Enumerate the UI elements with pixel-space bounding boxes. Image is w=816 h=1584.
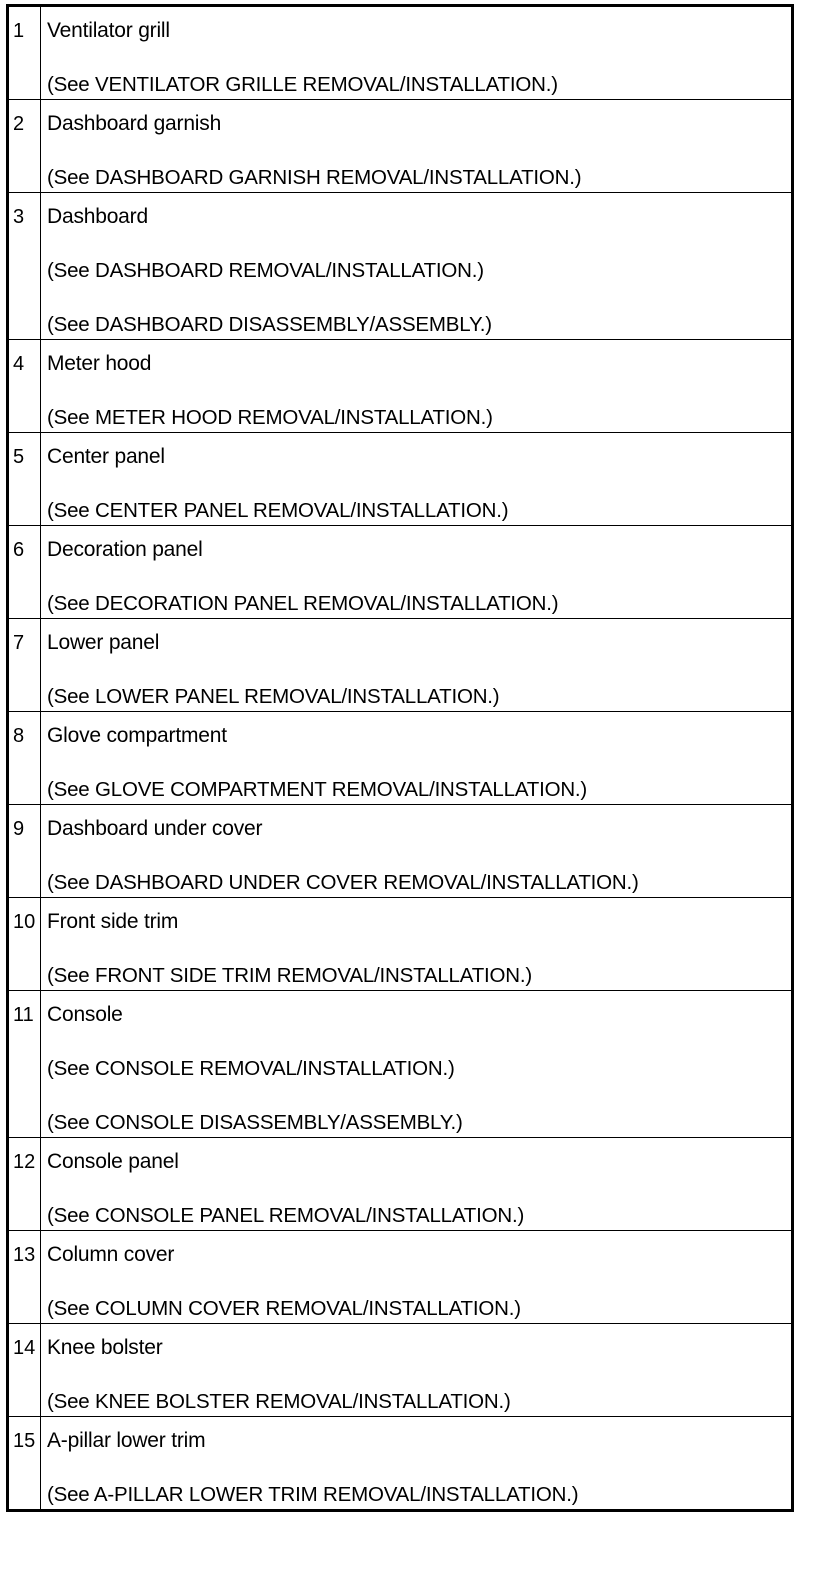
item-number: 2 [8, 100, 41, 193]
procedure-reference[interactable]: (See DASHBOARD UNDER COVER REMOVAL/INSTALLATION.) [47, 871, 639, 894]
procedure-reference[interactable]: (See FRONT SIDE TRIM REMOVAL/INSTALLATION.) [47, 964, 533, 987]
table-row [8, 1324, 793, 1417]
part-name: Decoration panel [47, 538, 203, 561]
item-description [41, 193, 793, 340]
procedure-reference[interactable]: (See A-PILLAR LOWER TRIM REMOVAL/INSTALLATION.) [47, 1483, 579, 1506]
item-description [41, 1324, 793, 1417]
part-name: Dashboard garnish [47, 112, 222, 135]
item-description [41, 100, 793, 193]
procedure-reference[interactable]: (See COLUMN COVER REMOVAL/INSTALLATION.) [47, 1297, 521, 1320]
procedure-reference[interactable]: (See CENTER PANEL REMOVAL/INSTALLATION.) [47, 499, 509, 522]
part-name: Knee bolster [47, 1336, 163, 1359]
part-name: Meter hood [47, 352, 152, 375]
item-description [41, 340, 793, 433]
item-description [41, 526, 793, 619]
item-description [41, 433, 793, 526]
table-row [8, 433, 793, 526]
item-description [41, 1138, 793, 1231]
item-description [41, 898, 793, 991]
table-row [8, 1417, 793, 1511]
table-row [8, 1138, 793, 1231]
item-number: 5 [8, 433, 41, 526]
table-row [8, 6, 793, 100]
item-number: 4 [8, 340, 41, 433]
part-name: Lower panel [47, 631, 160, 654]
table-row [8, 1231, 793, 1324]
procedure-reference[interactable]: (See CONSOLE DISASSEMBLY/ASSEMBLY.) [47, 1111, 463, 1134]
part-name: Glove compartment [47, 724, 227, 747]
item-number: 15 [8, 1417, 41, 1511]
procedure-reference[interactable]: (See KNEE BOLSTER REMOVAL/INSTALLATION.) [47, 1390, 511, 1413]
part-name: Console [47, 1003, 123, 1026]
parts-reference-table [6, 4, 794, 1512]
part-name: A-pillar lower trim [47, 1429, 206, 1452]
procedure-reference[interactable]: (See CONSOLE PANEL REMOVAL/INSTALLATION.) [47, 1204, 525, 1227]
table-row [8, 340, 793, 433]
part-name: Dashboard under cover [47, 817, 263, 840]
item-number: 1 [8, 6, 41, 100]
part-name: Dashboard [47, 205, 148, 228]
procedure-reference[interactable]: (See METER HOOD REMOVAL/INSTALLATION.) [47, 406, 493, 429]
item-number: 8 [8, 712, 41, 805]
procedure-reference[interactable]: (See LOWER PANEL REMOVAL/INSTALLATION.) [47, 685, 500, 708]
item-number: 13 [8, 1231, 41, 1324]
item-number: 10 [8, 898, 41, 991]
table-row [8, 100, 793, 193]
procedure-reference[interactable]: (See DASHBOARD DISASSEMBLY/ASSEMBLY.) [47, 313, 492, 336]
part-name: Ventilator grill [47, 19, 170, 42]
item-number: 9 [8, 805, 41, 898]
procedure-reference[interactable]: (See GLOVE COMPARTMENT REMOVAL/INSTALLATION.) [47, 778, 588, 801]
item-number: 7 [8, 619, 41, 712]
table-row [8, 991, 793, 1138]
table-row [8, 619, 793, 712]
procedure-reference[interactable]: (See VENTILATOR GRILLE REMOVAL/INSTALLATION.) [47, 73, 558, 96]
table-row [8, 805, 793, 898]
item-number: 3 [8, 193, 41, 340]
item-description [41, 1417, 793, 1511]
table-row [8, 193, 793, 340]
item-description [41, 6, 793, 100]
item-description [41, 712, 793, 805]
part-name: Console panel [47, 1150, 179, 1173]
item-number: 14 [8, 1324, 41, 1417]
item-description [41, 805, 793, 898]
table-row [8, 712, 793, 805]
table-body [8, 6, 793, 1511]
procedure-reference[interactable]: (See DECORATION PANEL REMOVAL/INSTALLATION.) [47, 592, 559, 615]
table-row [8, 526, 793, 619]
part-name: Column cover [47, 1243, 175, 1266]
item-description [41, 619, 793, 712]
item-description [41, 991, 793, 1138]
procedure-reference[interactable]: (See DASHBOARD GARNISH REMOVAL/INSTALLATION.) [47, 166, 582, 189]
item-number: 11 [8, 991, 41, 1138]
table-row [8, 898, 793, 991]
procedure-reference[interactable]: (See CONSOLE REMOVAL/INSTALLATION.) [47, 1057, 455, 1080]
part-name: Front side trim [47, 910, 179, 933]
part-name: Center panel [47, 445, 165, 468]
item-number: 12 [8, 1138, 41, 1231]
item-number: 6 [8, 526, 41, 619]
procedure-reference[interactable]: (See DASHBOARD REMOVAL/INSTALLATION.) [47, 259, 484, 282]
item-description [41, 1231, 793, 1324]
